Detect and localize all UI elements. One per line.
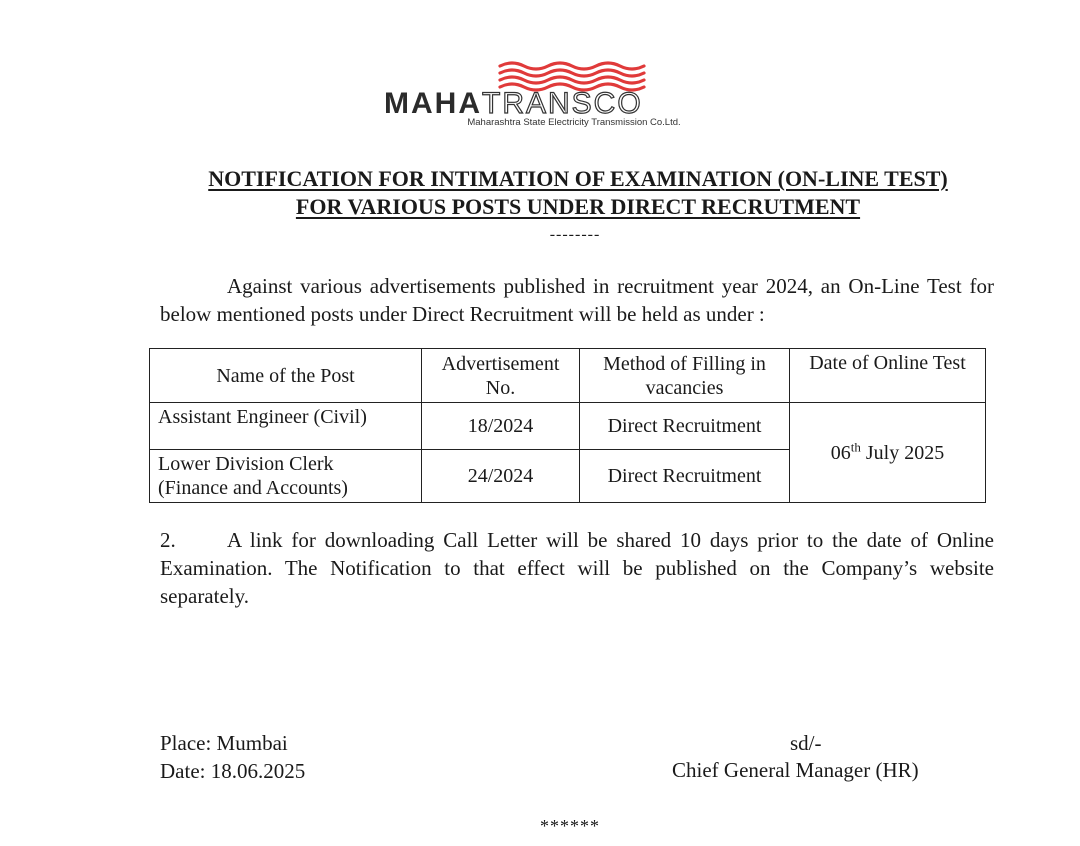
table-row xyxy=(150,403,986,450)
row1-post: Assistant Engineer (Civil) xyxy=(150,403,422,450)
signatory-designation: Chief General Manager (HR) xyxy=(672,758,919,782)
logo-brand-bold: MAHA xyxy=(384,87,482,120)
header-post: Name of the Post xyxy=(150,349,422,403)
title-line-2: FOR VARIOUS POSTS UNDER DIRECT RECRUTMENT xyxy=(295,194,861,219)
row1-method: Direct Recruitment xyxy=(580,403,790,450)
intro-paragraph: Against various advertisements published in recruitment year 2024, an On-Line Test for below mentioned posts under Direct Recruitment will be held as under : xyxy=(160,274,994,326)
notification-title xyxy=(140,165,1016,221)
row2-adv: 24/2024 xyxy=(422,450,580,503)
header-method xyxy=(580,349,790,403)
point-2-text: A link for downloading Call Letter will be shared 10 days prior to the date of Online Examination. The Notification to that effect will be published on the Company’s website separately. xyxy=(160,528,994,608)
row2-post-line1: Lower Division Clerk xyxy=(158,453,334,475)
title-separator: -------- xyxy=(549,226,601,243)
place-text: Place: Mumbai xyxy=(160,731,288,755)
point-2-number: 2. xyxy=(160,528,176,552)
logo-tagline: Maharashtra State Electricity Transmission Co.Ltd. xyxy=(467,117,681,128)
logo-brand-light: TRANSCO xyxy=(482,87,643,120)
signature-mark: sd/- xyxy=(790,731,822,755)
row2-method: Direct Recruitment xyxy=(580,450,790,503)
row2-post-line2: (Finance and Accounts) xyxy=(158,477,348,499)
posts-table xyxy=(149,348,986,503)
date-text: Date: 18.06.2025 xyxy=(160,759,306,783)
header-method-line1: Method of Filling in xyxy=(603,352,766,375)
test-date-suffix: th xyxy=(850,438,861,454)
row2-post xyxy=(150,450,422,503)
point-2-paragraph xyxy=(160,526,994,610)
test-date-day: 06 xyxy=(830,441,851,464)
table-header-row xyxy=(150,349,986,403)
header-adv-line2: No. xyxy=(485,376,516,399)
header-method-line2: vacancies xyxy=(645,376,724,399)
place-and-date xyxy=(160,729,305,785)
header-adv-line1: Advertisement xyxy=(441,352,560,375)
end-of-document-mark: ****** xyxy=(540,816,600,836)
header-date: Date of Online Test xyxy=(790,349,986,403)
logo-wordmark xyxy=(384,89,643,119)
row1-adv: 18/2024 xyxy=(422,403,580,450)
test-date-rest: July 2025 xyxy=(860,441,945,464)
company-logo xyxy=(378,58,778,130)
test-date-cell xyxy=(790,403,986,503)
title-line-1: NOTIFICATION FOR INTIMATION OF EXAMINATION (ON-LINE TEST) xyxy=(208,166,948,191)
header-advertisement xyxy=(422,349,580,403)
